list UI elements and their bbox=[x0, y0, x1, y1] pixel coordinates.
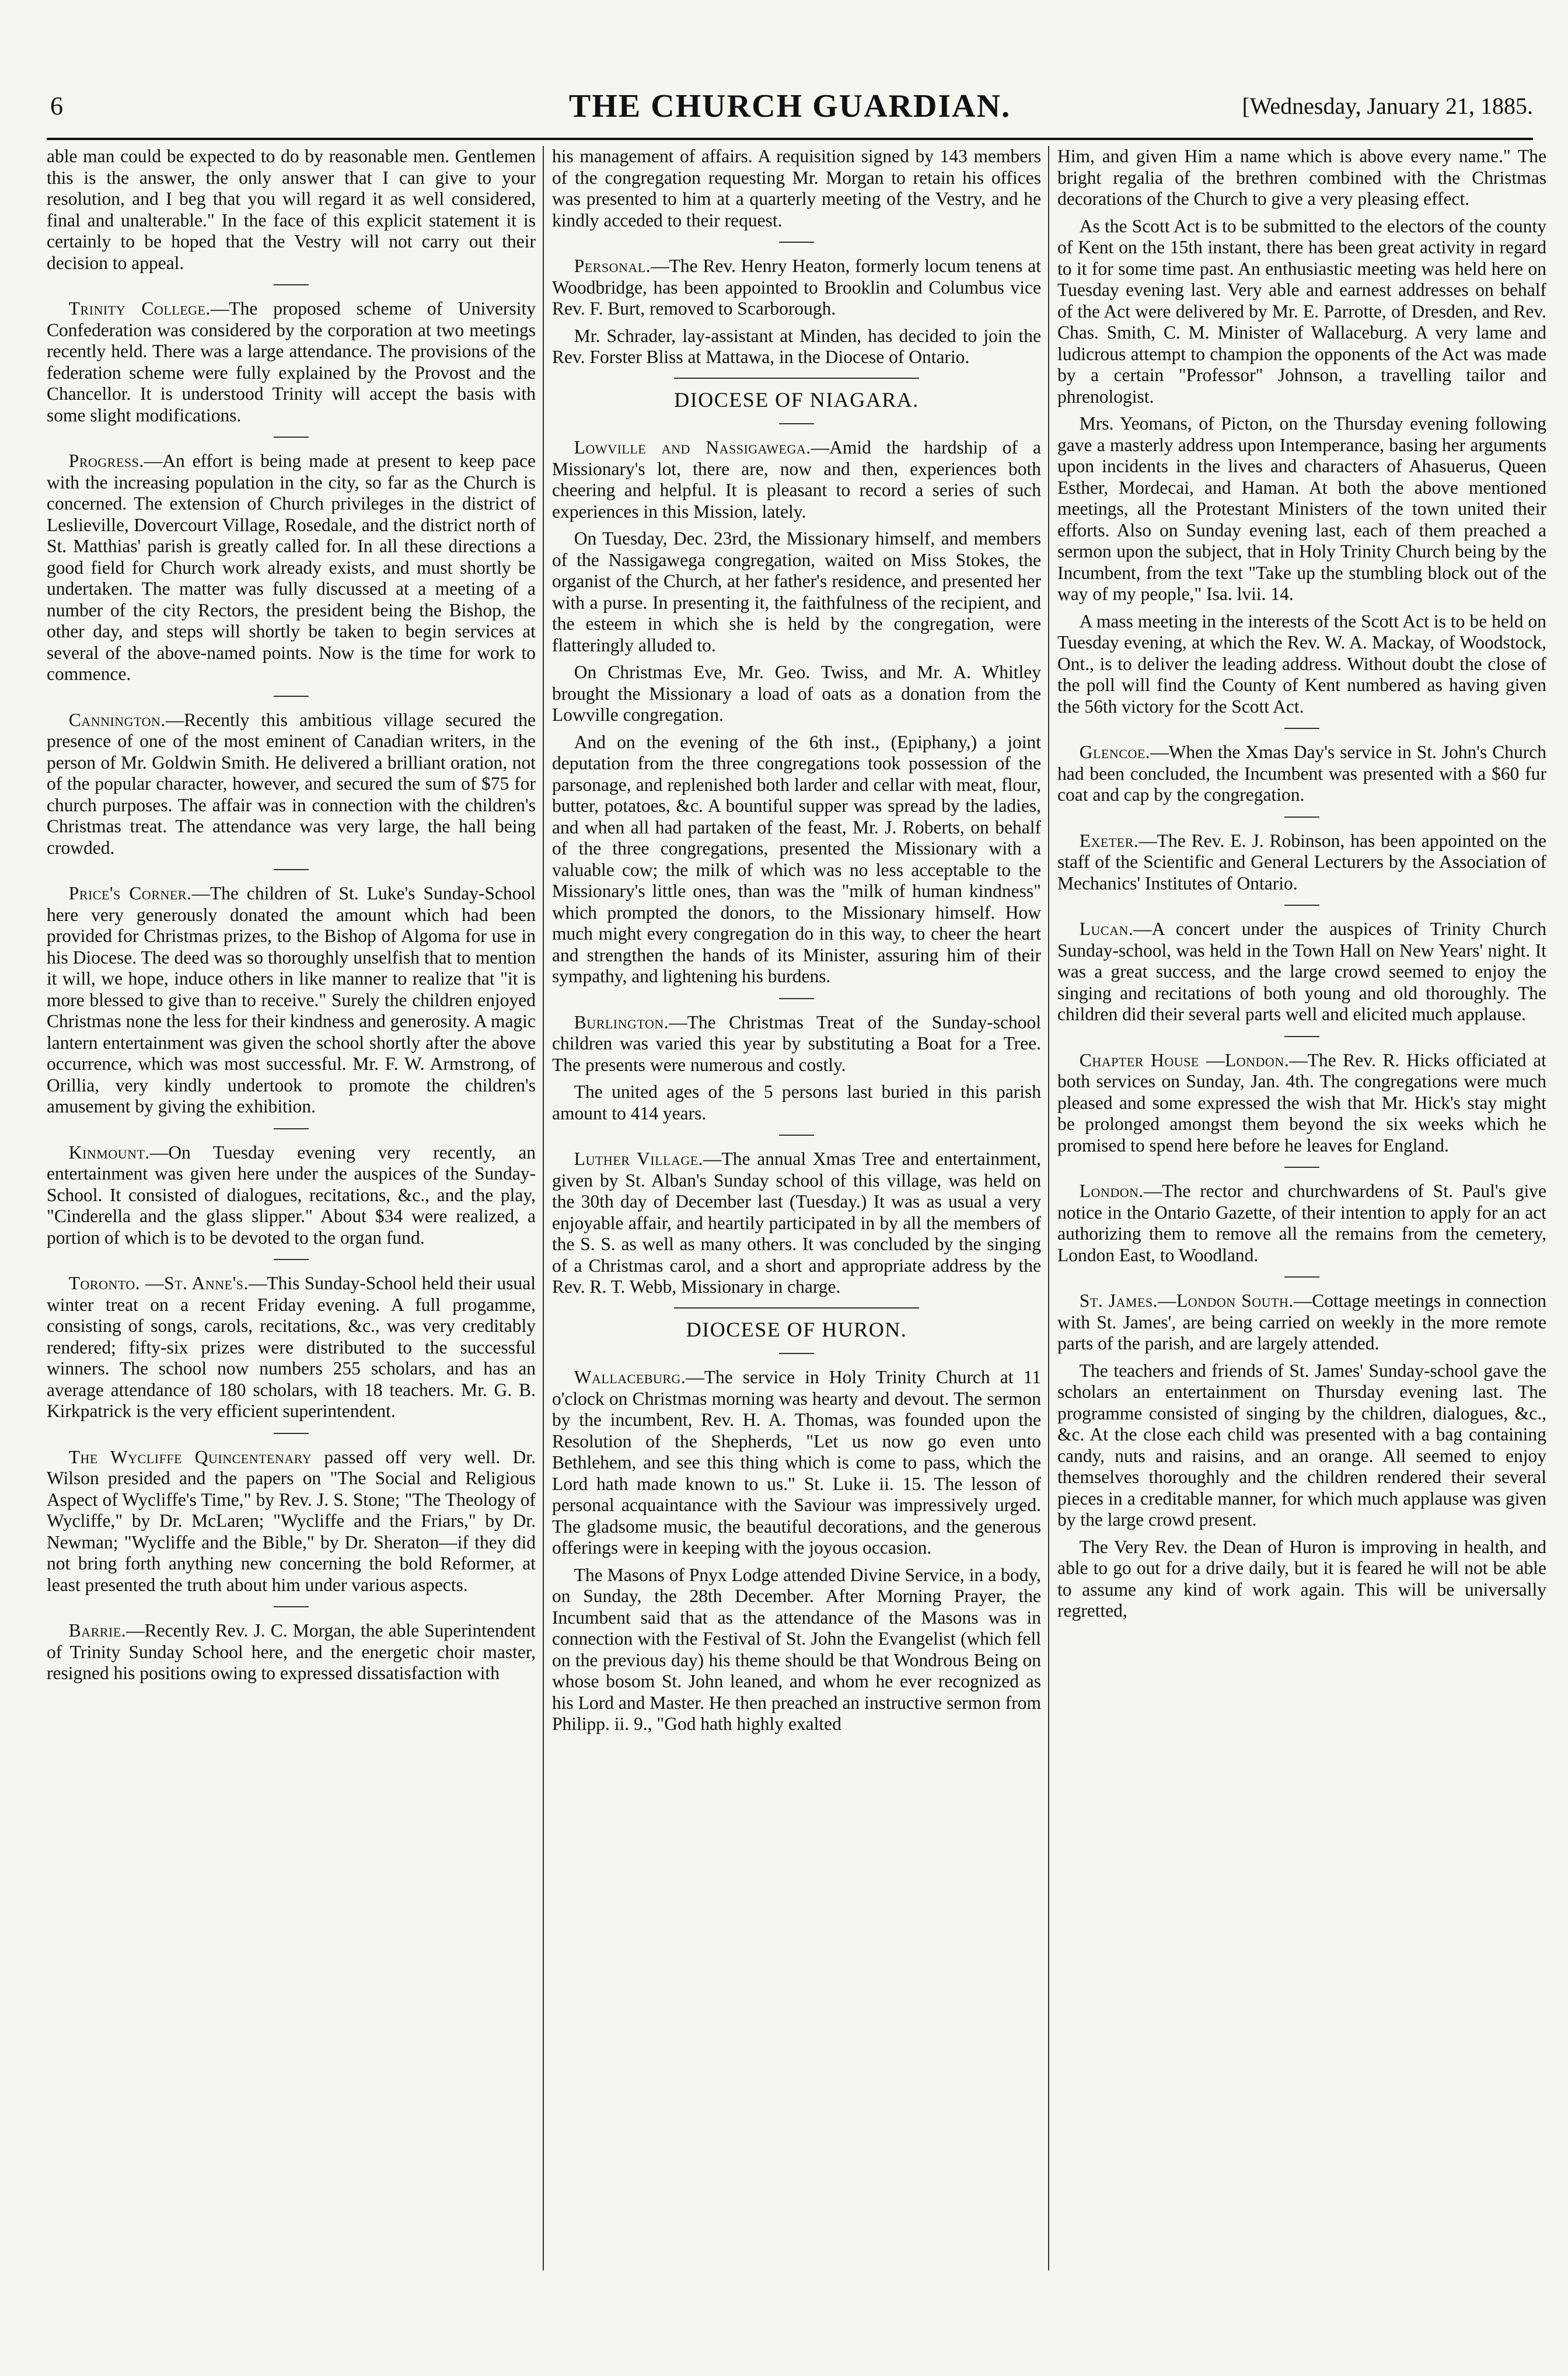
article-text: The teachers and friends of St. James' Sunday-school gave the scholars an entertainment on Thursday evening last. The programme consisted of singing by the children, dialogues, &c., &c. At the close each child was presented with a bag containing candy, nuts and raisins, and an orange. All seemed to enjoy themselves thoroughly and the children rendered their several pieces in a creditable manner, for which much applause was given by the large crowd present. bbox=[1057, 1360, 1546, 1530]
article-text: —Recently this ambitious village secured the presence of one of the most eminent of Canadian writers, in the person of Mr. Goldwin Smith. He delivered a brilliant oration, not of the popular character, however, and secured the sum of $75 for church purposes. The affair was in connection with the children's Christmas treat. The attendance was very large, the hall being crowded. bbox=[47, 709, 536, 858]
article-paragraph bbox=[552, 437, 1041, 522]
article-text: —The Rev. Henry Heaton, formerly locum tenens at Woodbridge, has been appointed to Brooklin and Columbus vice Rev. F. Burt, removed to Scarborough. bbox=[552, 256, 1041, 319]
article-paragraph bbox=[47, 451, 536, 685]
article-text: The Very Rev. the Dean of Huron is improving in health, and able to go out for a drive daily, but it is feared he will not be able to assume any kind of work again. This will be universally regretted, bbox=[1057, 1536, 1546, 1621]
diocese-heading: DIOCESE OF NIAGARA. bbox=[674, 388, 919, 411]
article-paragraph bbox=[1057, 1360, 1546, 1531]
article-paragraph bbox=[1057, 831, 1546, 895]
article-text: —The Christmas Treat of the Sunday-school children was varied this year by substituting a Boat for a Tree. The presents were numerous and costly. bbox=[552, 1011, 1041, 1075]
article-paragraph bbox=[47, 883, 536, 1118]
article-text: able man could be expected to do by reasonable men. Gentlemen this is the answer, the only answer that I can give to your resolution, and I beg that you will regard it as well considered, final and unalterable." In the face of this explicit statement it is certainly to be hoped that the Vestry will not carry out their decision to appeal. bbox=[47, 146, 536, 273]
article-paragraph bbox=[1057, 1181, 1546, 1266]
article-text: —This Sunday-School held their usual winter treat on a recent Friday evening. A full progamme, consisting of songs, carols, recitations, &c., was very creditably rendered; fifty-six prizes were distributed to the successful winners. The school now numbers 255 scholars, and has an average attendance of 180 scholars, with 18 teachers. Mr. G. B. Kirkpatrick is the very efficient superintendent. bbox=[47, 1273, 536, 1421]
article-text: —The rector and churchwardens of St. Paul's give notice in the Ontario Gazette, of their intention to apply for an act authorizing them to remove all the remains from the cemetery, London East, to Woodland. bbox=[1057, 1181, 1546, 1265]
article-separator bbox=[274, 1259, 309, 1260]
article-heading: Burlington. bbox=[574, 1011, 669, 1032]
masthead bbox=[47, 88, 1533, 134]
article-paragraph bbox=[552, 528, 1041, 656]
article-text: A mass meeting in the interests of the Scott Act is to be held on Tuesday evening, at which the Rev. W. A. Mackay, of Woodstock, Ont., is to deliver the leading address. Without doubt the close of the poll will find the County of Kent numbered as having given the 56th victory for the Scott Act. bbox=[1057, 610, 1546, 717]
page-number: 6 bbox=[50, 92, 63, 120]
article-text: —The Rev. R. Hicks officiated at both services on Sunday, Jan. 4th. The congregations were much pleased and some expressed the wish that Mr. Hick's stay might be prolonged amongst them beyond the six weeks which he promised to spend here before he leaves for England. bbox=[1057, 1049, 1546, 1156]
article-heading: Lucan. bbox=[1079, 919, 1134, 939]
article-separator bbox=[274, 437, 309, 438]
article-paragraph bbox=[1057, 413, 1546, 605]
article-text: —Recently Rev. J. C. Morgan, the able Superintendent of Trinity Sunday School here, and the energetic choir master, resigned his positions owing to expressed dissatisfaction with bbox=[47, 1620, 536, 1683]
article-text: Him, and given Him a name which is above every name." The bright regalia of the brethren combined with the Christmas decorations of the Church to give a very pleasing effect. bbox=[1057, 146, 1546, 209]
article-heading: Lowville and Nassigawega. bbox=[574, 437, 811, 458]
article-text: Mrs. Yeomans, of Picton, on the Thursday evening following gave a masterly address upon Intemperance, basing her arguments upon incidents in the lives and characters of Ahasuerus, Queen Esther, Mordecai, and Haman. At both the above mentioned meetings, all the Protestant Ministers of the town united their efforts. Also on Sunday evening last, each of them preached a sermon upon the subject, that in Holy Trinity Church being by the Incumbent, from the text "Take up the stumbling block out of the way of my people," Isa. lvii. 14. bbox=[1057, 413, 1546, 604]
article-text: —When the Xmas Day's service in St. John's Church had been concluded, the Incumbent was presented with a $60 fur coat and cap by the congregation. bbox=[1057, 742, 1546, 805]
article-paragraph bbox=[47, 1273, 536, 1422]
diocese-heading: DIOCESE OF HURON. bbox=[686, 1317, 907, 1341]
article-paragraph bbox=[1057, 216, 1546, 408]
article-heading: Barrie. bbox=[68, 1620, 127, 1641]
column-divider bbox=[543, 146, 544, 2270]
article-paragraph bbox=[552, 146, 1041, 231]
article-heading: Kinmount. bbox=[68, 1142, 150, 1163]
article-heading: Luther Village. bbox=[574, 1149, 704, 1169]
section-rule bbox=[674, 1307, 919, 1309]
article-heading: Cannington. bbox=[68, 709, 166, 730]
article-separator bbox=[274, 869, 309, 870]
article-heading: Trinity College. bbox=[68, 298, 211, 319]
header-rule bbox=[47, 138, 1533, 140]
article-heading: London. bbox=[1079, 1181, 1144, 1201]
article-heading: Personal. bbox=[574, 256, 651, 276]
article-text: passed off very well. Dr. Wilson presided and the papers on "The Social and Religious Aspect of Wycliffe's Time," by Rev. J. S. Stone; "The Theology of Wycliffe," by Dr. McLaren; "Wycliffe and the Friars," by Dr. Newman; "Wycliffe and the Bible," by Dr. Sheraton—if they did not bring forth anything new concerning the bold Reformer, at least presented the truth about him under various aspects. bbox=[47, 1446, 536, 1595]
article-paragraph bbox=[552, 1149, 1041, 1298]
article-heading: St. James.—London South. bbox=[1079, 1290, 1294, 1311]
article-paragraph bbox=[1057, 1537, 1546, 1622]
article-paragraph bbox=[47, 1620, 536, 1684]
article-heading: Toronto. —St. Anne's. bbox=[68, 1273, 249, 1293]
column-1 bbox=[47, 146, 536, 2270]
article-separator bbox=[1284, 817, 1319, 818]
article-text: And on the evening of the 6th inst., (Epiphany,) a joint deputation from the three congregations took possession of the parsonage, and replenished both larder and cellar with meat, flour, butter, potatoes, &c. A bountiful supper was spread by the ladies, and when all had partaken of the feast, Mr. J. Roberts, on behalf of the three congregations, presented the Missionary with a valuable cow; the milk of which was no less acceptable to the Missionary's little ones, than was the "milk of human kindness" which prompted the donors, to the Missionary himself. How much might every congregation do in this way, to cheer the heart and strengthen the hands of its Minister, assuring him of their sympathy, and lightening his burdens. bbox=[552, 731, 1041, 986]
article-separator bbox=[779, 1135, 814, 1136]
article-text: Mr. Schrader, lay-assistant at Minden, has decided to join the Rev. Forster Bliss at Mattawa, in the Diocese of Ontario. bbox=[552, 325, 1041, 367]
article-separator bbox=[274, 284, 309, 285]
page-title: THE CHURCH GUARDIAN. bbox=[568, 88, 1011, 124]
article-text: —The service in Holy Trinity Church at 11 o'clock on Christmas morning was hearty and devout. The sermon by the incumbent, Rev. H. A. Thomas, was founded upon the Resolution of the Shepherds, "Let us now go even unto Bethlehem, and see this thing which is come to pass, which the Lord hath made known to us." St. Luke ii. 15. The lesson of personal acquaintance with the Saviour was impressively urged. The gladsome music, the beautiful decorations, and the generous offerings were in keeping with the joyous occasion. bbox=[552, 1367, 1041, 1558]
article-paragraph bbox=[47, 1142, 536, 1249]
article-separator bbox=[1284, 1036, 1319, 1037]
article-separator bbox=[274, 696, 309, 697]
article-paragraph bbox=[47, 1447, 536, 1596]
article-paragraph bbox=[1057, 1050, 1546, 1157]
article-text: The Masons of Pnyx Lodge attended Divine Service, in a body, on Sunday, the 28th December. After Morning Prayer, the Incumbent said that as the attendance of the Masons was in connection with the Festival of St. John the Evangelist (which fell on the previous day) his theme should be that Wondrous Being on whose bosom St. John leaned, and whom he ever recognized as his Lord and Master. He then preached an instructive sermon from Philipp. ii. 9., "God hath highly exalted bbox=[552, 1564, 1041, 1734]
article-separator bbox=[779, 242, 814, 243]
article-paragraph bbox=[552, 256, 1041, 320]
article-separator bbox=[779, 1353, 814, 1354]
article-text: The united ages of the 5 persons last buried in this parish amount to 414 years. bbox=[552, 1081, 1041, 1124]
article-paragraph bbox=[47, 146, 536, 274]
article-text: —An effort is being made at present to keep pace with the increasing population in the city, so far as the Church is concerned. The extension of Church privileges in the district of Leslieville, Dovercourt Village, Rosedale, and the district north of St. Matthias' parish is greatly called for. In all these directions a good field for Church work already exists, and must shortly be undertaken. The matter was fully discussed at a meeting of a number of the city Rectors, the president being the Bishop, the other day, and steps will shortly be taken to begin services at several of the above-named points. Now is the time for work to commence. bbox=[47, 451, 536, 684]
article-text: On Tuesday, Dec. 23rd, the Missionary himself, and members of the Nassigawega congregation, waited on Miss Stokes, the organist of the Church, at her father's residence, and presented her with a purse. In presenting it, the faithfulness of the recipient, and the esteem in which she is held by the congregation, were flatteringly alluded to. bbox=[552, 528, 1041, 655]
column-3 bbox=[1057, 146, 1546, 2270]
article-heading: Progress. bbox=[68, 451, 144, 471]
section-rule bbox=[674, 378, 919, 379]
article-heading: Wallaceburg. bbox=[574, 1367, 686, 1387]
article-paragraph bbox=[1057, 742, 1546, 806]
article-heading: Chapter House —London. bbox=[1079, 1049, 1290, 1070]
article-text: —Amid the hardship of a Missionary's lot, there are, now and then, experiences both cheering and helpful. It is pleasant to record a series of such experiences in this Mission, lately. bbox=[552, 437, 1041, 522]
article-separator bbox=[274, 1433, 309, 1434]
article-paragraph bbox=[1057, 146, 1546, 210]
article-paragraph bbox=[1057, 611, 1546, 718]
article-separator bbox=[1284, 1167, 1319, 1168]
issue-date: [Wednesday, January 21, 1885. bbox=[1242, 93, 1533, 119]
article-paragraph bbox=[552, 662, 1041, 726]
article-heading: Price's Corner. bbox=[68, 883, 192, 903]
article-text: As the Scott Act is to be submitted to the electors of the county of Kent on the 15th instant, there has been great activity in regard to it for some time past. An enthusiastic meeting was held here on Tuesday evening last. Very able and earnest addresses on behalf of the Act were delivered by Mr. E. Parrotte, of Dresden, and Rev. Chas. Smith, C. M. Minister of Wallaceburg. A very lame and ludicrous attempt to champion the opponents of the Act was made by a certain "Professor" Johnson, a travelling tailor and phrenologist. bbox=[1057, 215, 1546, 407]
article-paragraph bbox=[552, 1081, 1041, 1124]
article-paragraph bbox=[552, 326, 1041, 368]
article-paragraph bbox=[1057, 919, 1546, 1025]
article-paragraph bbox=[552, 732, 1041, 988]
article-paragraph bbox=[47, 298, 536, 426]
article-text: —The proposed scheme of University Confederation was considered by the corporation at two meetings recently held. There was a large attendance. The provisions of the federation scheme were fully explained by the Provost and the Chancellor. It is understood Trinity will accept the basis with some slight modifications. bbox=[47, 298, 536, 425]
column-divider bbox=[1048, 146, 1049, 2270]
article-paragraph bbox=[47, 710, 536, 859]
article-separator bbox=[1284, 905, 1319, 906]
article-text: —Cottage meetings in connection with St. James', are being carried on weekly in the more remote parts of the parish, and are largely attended. bbox=[1057, 1290, 1546, 1353]
article-text: his management of affairs. A requisition signed by 143 members of the congregation requesting Mr. Morgan to retain his offices was presented to him at a quarterly meeting of the Vestry, and he kindly acceded to their request. bbox=[552, 146, 1041, 231]
article-text: —The annual Xmas Tree and entertainment, given by St. Alban's Sunday school of this village, was held on the 30th day of December last (Tuesday.) It was as usual a very enjoyable affair, and heartily participated in by all the members of the S. S. as well as many others. It was concluded by the singing of a Christmas carol, and a short and appropriate address by the Rev. R. T. Webb, Missionary in charge. bbox=[552, 1149, 1041, 1297]
article-separator bbox=[274, 1128, 309, 1129]
article-text: —A concert under the auspices of Trinity Church Sunday-school, was held in the Town Hall on New Years' night. It was a great success, and the large crowd seemed to enjoy the singing and recitations of both young and old thoroughly. The children did their several parts well and elicited much applause. bbox=[1057, 919, 1546, 1024]
article-separator bbox=[779, 998, 814, 999]
article-paragraph bbox=[552, 1012, 1041, 1076]
article-text: —On Tuesday evening very recently, an entertainment was given here under the auspices of the Sunday-School. It consisted of dialogues, recitations, &c., and the play, "Cinderella and the glass slipper." About $34 were realized, a portion of which is to be devoted to the organ fund. bbox=[47, 1142, 536, 1248]
article-heading: Exeter. bbox=[1079, 830, 1139, 851]
article-text: On Christmas Eve, Mr. Geo. Twiss, and Mr. A. Whitley brought the Missionary a load of oats as a donation from the Lowville congregation. bbox=[552, 662, 1041, 725]
article-text: —The Rev. E. J. Robinson, has been appointed on the staff of the Scientific and General Lecturers by the Association of Mechanics' Institutes of Ontario. bbox=[1057, 830, 1546, 894]
article-separator bbox=[274, 1606, 309, 1607]
column-2 bbox=[552, 146, 1041, 2270]
article-paragraph bbox=[552, 1367, 1041, 1559]
article-text: —The children of St. Luke's Sunday-School here very generously donated the amount which had been provided for Christmas prizes, to the Bishop of Algoma for use in his Diocese. The deed was so thoroughly unselfish that to mention it will, we hope, induce others in like manner to realize that "it is more blessed to give than to receive." Surely the children enjoyed Christmas none the less for their kindness and generosity. A magic lantern entertainment was given the school shortly after the above occurrence, which was most successful. Mr. F. W. Armstrong, of Orillia, very kindly undertook to promote the children's amusement by giving the exhibition. bbox=[47, 883, 536, 1117]
article-heading: The Wycliffe Quincentenary bbox=[68, 1446, 312, 1467]
article-paragraph bbox=[552, 1565, 1041, 1735]
article-separator bbox=[1284, 728, 1319, 729]
article-separator bbox=[1284, 1276, 1319, 1278]
article-heading: Glencoe. bbox=[1079, 742, 1151, 762]
article-separator bbox=[779, 423, 814, 424]
article-paragraph bbox=[1057, 1290, 1546, 1355]
